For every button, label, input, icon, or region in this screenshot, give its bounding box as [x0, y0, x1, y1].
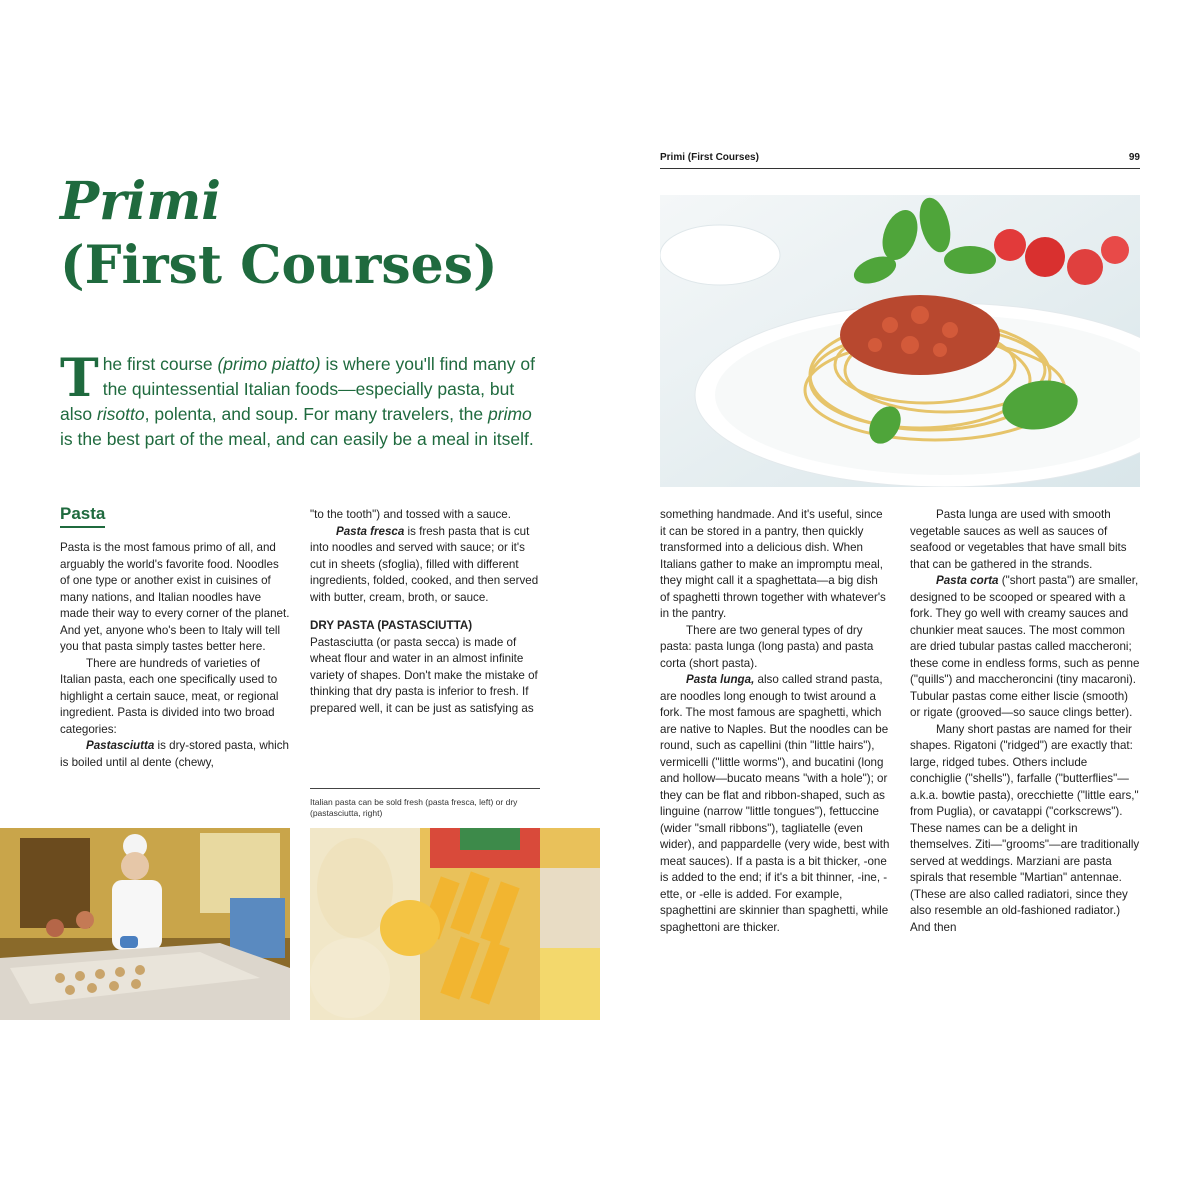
col3-paragraph-3: [660, 672, 890, 936]
chapter-title-line2: (First Courses): [60, 235, 498, 296]
chapter-title: [60, 170, 498, 298]
col1-term-pastasciutta: Pastasciutta: [86, 739, 155, 752]
col1-paragraph-3-text: is dry-stored pasta, which is boiled until al dente (chewy,: [60, 739, 289, 769]
intro-text-e: , polenta, and soup. For many travelers, the: [144, 404, 489, 424]
col3-paragraph-1: something handmade. And it's useful, since it can be stored in a pantry, then quickly transformed into a delicious dish. When Italians gather to make an impromptu meal, they might call it a spaghettata—a big dish of spaghetti thrown together with whatever's in the pantry.: [660, 508, 886, 620]
col4-term-pasta-corta: Pasta corta: [936, 574, 999, 587]
col4-paragraph-2-text: ("short pasta") are smaller, designed to be scooped or speared with a fork. They go well with creamy sauces and chunkier meat sauces. The most common are dried tubular pastas called maccheroni; these come in endless forms, such as penne ("quills") and maccheroncini (tiny macaroni). Tubular pastas come either liscie (smooth) or rigate (grooved—so sauce clings better).: [910, 574, 1140, 719]
running-head-title: Primi (First Courses): [660, 152, 759, 163]
subheading-dry-pasta: DRY PASTA (PASTASCIUTTA): [310, 619, 473, 632]
page-number: 99: [1128, 152, 1140, 163]
body-column-1: [60, 540, 290, 771]
intro-text-c: is where you'll find many of the quintessential Italian foods—especially pasta, but also: [60, 354, 535, 424]
body-column-2: [310, 507, 540, 717]
col4-paragraph-3: Many short pastas are named for their shapes. Rigatoni ("ridged") are exactly that: large, ridged tubes. Others include conchiglie ("shells"), farfalle ("butterflies"—a.k.a. bowtie pasta), orecchiette ("little ears," from Puglia), or cavatappi ("corkscrews"). These names can be a delight in themselves. Ziti—"grooms"—are traditionally served at weddings. Marziani are pasta spirals that resemble "Martian" antennae. (These are also called radiatori, since they also resemble an old-fashioned radiator.) And then: [910, 722, 1140, 934]
intro-text-f: primo: [488, 404, 532, 424]
col1-paragraph-2: There are hundreds of varieties of Italian pasta, each one specifically used to highlight a certain sauce, meat, or regional ingredient. Pasta is divided into two broad categories:: [60, 656, 279, 736]
pasta-workshop-photo: [0, 828, 290, 1020]
intro-text-a: he first course: [102, 354, 218, 374]
intro-paragraph: [60, 348, 540, 452]
running-head: [660, 152, 1140, 169]
col2-paragraph-2-text: is fresh pasta that is cut into noodles and served with sauce; or it's cut in sheets (sfoglia), filled with different ingredients, folded, cooked, and then served with butter, cream, broth, or sauce.: [310, 524, 539, 604]
col2-paragraph-1: "to the tooth") and tossed with a sauce.: [310, 508, 511, 521]
col1-paragraph-1: Pasta is the most famous primo of all, and arguably the world's favorite food. Noodles of one type or another exist in cuisines of many nations, and Italian noodles have made their way to every corner of the planet. And yet, anyone who's been to Italy will tell you that pasta simply tastes better here.: [60, 541, 290, 653]
col4-paragraph-2: [910, 573, 1140, 722]
chapter-title-line1: Primi: [60, 171, 222, 232]
body-column-4: [910, 507, 1140, 936]
col2-term-pasta-fresca: Pasta fresca: [336, 524, 405, 538]
drop-cap: T: [60, 348, 99, 409]
intro-text-g: is the best part of the meal, and can easily be a meal in itself.: [60, 429, 534, 449]
body-column-3: [660, 507, 890, 936]
col1-paragraph-3: [60, 738, 290, 771]
dry-pasta-photo: [310, 828, 600, 1020]
col4-paragraph-1: Pasta lunga are used with smooth vegetable sauces as well as sauces of seafood or vegetables that have small bits that can be gathered in the strands.: [910, 508, 1127, 571]
col3-term-pasta-lunga: Pasta lunga,: [686, 673, 755, 686]
col3-paragraph-2: There are two general types of dry pasta: pasta lunga (long pasta) and pasta corta (short pasta).: [660, 623, 874, 670]
col2-paragraph-2: [310, 524, 540, 607]
intro-text-d: risotto: [96, 404, 145, 424]
col3-paragraph-3-text: also called strand pasta, are noodles long enough to twist around a fork. The most famous are spaghetti, which are native to Naples. But the noodles can be round, such as capellini (thin "little hairs"), vermicelli ("little worms"), and bucatini (long and hollow—bucato means "with a hole"); or they can be flat and ribbon-shaped, such as linguine (narrow "little tongues"), fettuccine (wider "small ribbons"), tagliatelle (even wider), and pappardelle (very wide, best with meat sauces). If a pasta is a bit thicker, -one is added to the end; if it's a bit thinner, -ine, -ette, or -elle is added. For example, spaghettini are skinnier than spaghetti, while spaghettoni are thicker.: [660, 673, 890, 934]
col2-paragraph-3: Pastasciutta (or pasta secca) is made of wheat flour and water in an almost infinite variety of shapes. Don't make the mistake of thinking that dry pasta is inferior to fresh. If prepared well, it can be just as satisfying as: [310, 635, 538, 715]
spaghetti-bolognese-photo: [660, 195, 1140, 487]
photo-caption: Italian pasta can be sold fresh (pasta fresca, left) or dry (pastasciutta, right): [310, 788, 540, 819]
intro-text-b: (primo piatto): [217, 354, 321, 374]
section-heading-pasta: Pasta: [60, 504, 105, 528]
